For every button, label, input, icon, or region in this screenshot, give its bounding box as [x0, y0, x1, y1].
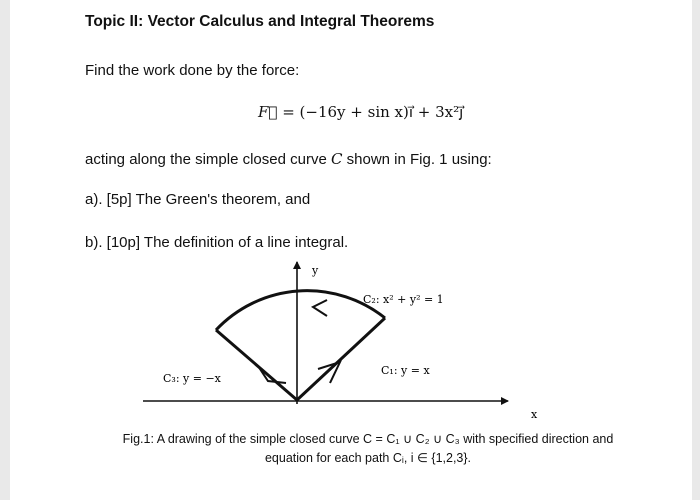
formula-lhs: F⃗: [258, 103, 278, 121]
part-b: b). [10p] The definition of a line integral.: [85, 234, 349, 251]
c3-label: C₃: y = −x: [163, 372, 221, 385]
c2-direction-arrow-icon: [313, 300, 327, 316]
acting-pre: acting along the simple closed curve: [85, 151, 331, 168]
y-axis-label: y: [312, 264, 319, 277]
c1-path: [297, 318, 385, 400]
caption-line-1: Fig.1: A drawing of the simple closed curve C = C₁ ∪ C₂ ∪ C₃ with specified direction and: [122, 432, 614, 446]
formula-equals: =: [277, 103, 300, 121]
c2-path: [216, 291, 385, 330]
c3-path: [216, 330, 297, 400]
page-title: Topic II: Vector Calculus and Integral Theorems: [85, 13, 435, 30]
c1-label: C₁: y = x: [381, 364, 430, 377]
acting-post: shown in Fig. 1 using:: [342, 151, 492, 168]
formula-rhs: (−16y + sin x)ı⃗ + 3x²ȷ⃗: [299, 103, 464, 121]
c1-direction-arrow-icon: [318, 362, 340, 383]
c2-label: C₂: x² + y² = 1: [363, 293, 444, 306]
caption-line-2: equation for each path Cᵢ, i ∈ {1,2,3}.: [264, 451, 472, 465]
x-axis-label: x: [531, 408, 538, 421]
acting-var: C: [330, 150, 343, 168]
part-a: a). [5p] The Green's theorem, and: [85, 191, 311, 208]
problem-prompt: Find the work done by the force:: [85, 62, 300, 79]
